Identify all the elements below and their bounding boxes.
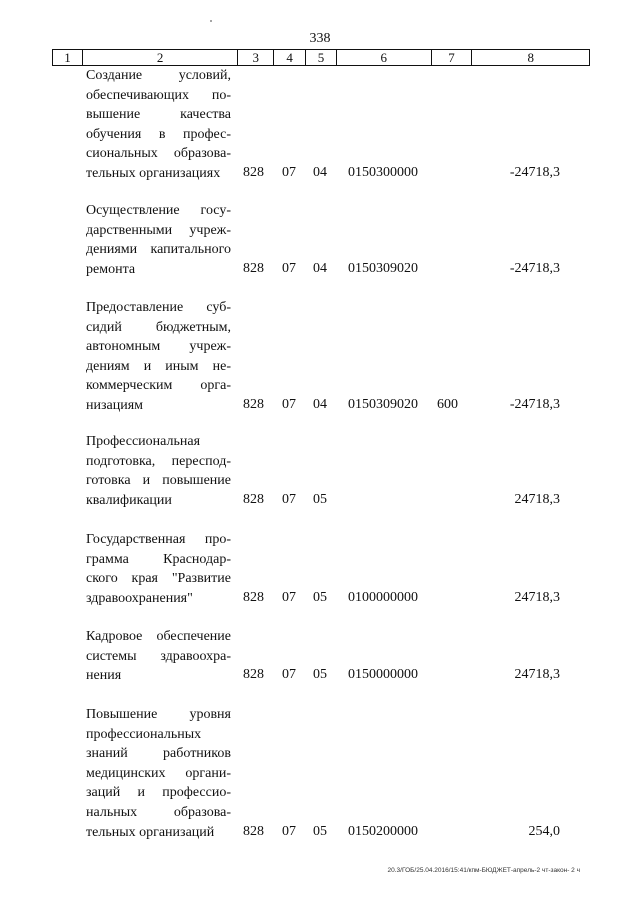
cell-c6: 0150309020	[348, 397, 418, 412]
description-line: медицинских органи-	[86, 765, 231, 781]
cell-c8: 24718,3	[514, 589, 560, 605]
footer-note: 20.3/ГОБ/25.04.2016/15:41/кпм-БЮДЖЕТ-апрель-2 чт-закон- 2 ч	[387, 867, 580, 874]
description-line: сидий бюджетным,	[86, 319, 231, 335]
description-line: тельных организаций	[86, 824, 215, 840]
cell-c5: 04	[313, 260, 327, 276]
description-line: дениям и иным не-	[86, 358, 231, 374]
row-description	[86, 705, 231, 842]
cell-c8: 24718,3	[514, 667, 560, 683]
cell-c6: 0150300000	[348, 165, 418, 180]
description-line: сиональных образова-	[86, 146, 231, 162]
scan-speck	[210, 20, 212, 22]
row-description	[86, 627, 231, 686]
description-line: Государственная про-	[86, 532, 231, 547]
header-col-7: 7	[432, 50, 473, 65]
cell-c3: 828	[243, 491, 264, 507]
cell-c6: 0100000000	[348, 589, 418, 605]
cell-c6: 0150200000	[348, 823, 418, 839]
cell-c6: 0150309020	[348, 260, 418, 276]
description-line: нения	[86, 668, 122, 684]
cell-c4: 07	[282, 667, 296, 683]
header-col-1: 1	[53, 50, 83, 65]
header-col-5: 5	[306, 50, 337, 65]
cell-c4: 07	[282, 589, 296, 605]
cell-c5: 04	[313, 165, 327, 180]
description-line: обеспечивающих по-	[86, 87, 231, 103]
description-line: знаний работников	[86, 746, 231, 762]
description-line: Кадровое обеспечение	[86, 629, 231, 644]
description-line: Профессиональная	[86, 434, 201, 449]
row-description	[86, 66, 231, 184]
description-line: Предоставление суб-	[86, 300, 231, 315]
row-description	[86, 432, 231, 510]
description-line: грамма Краснодар-	[86, 551, 231, 567]
header-col-2: 2	[83, 50, 238, 65]
cell-c3: 828	[243, 589, 264, 605]
description-line: Повышение уровня	[86, 707, 231, 722]
cell-c8: -24718,3	[509, 397, 560, 412]
description-line: квалификации	[86, 492, 172, 508]
description-line: тельных организациях	[86, 165, 221, 181]
cell-c5: 05	[313, 823, 327, 839]
cell-c4: 07	[282, 165, 296, 180]
description-line: низациям	[86, 397, 144, 413]
description-line: здравоохранения"	[86, 590, 193, 606]
description-line: обучения в профес-	[86, 126, 231, 142]
cell-c3: 828	[243, 165, 264, 180]
description-line: автономным учреж-	[86, 339, 231, 355]
cell-c4: 07	[282, 260, 296, 276]
cell-c8: 24718,3	[514, 491, 560, 507]
cell-c3: 828	[243, 823, 264, 839]
description-line: ремонта	[86, 261, 136, 277]
cell-c3: 828	[243, 667, 264, 683]
header-col-3: 3	[238, 50, 274, 65]
description-line: системы здравоохра-	[86, 648, 231, 664]
description-line: заций и профессио-	[86, 785, 231, 801]
table-header	[52, 49, 590, 66]
description-line: вышение качества	[86, 107, 231, 123]
description-line: дарственными учреж-	[86, 222, 231, 238]
cell-c4: 07	[282, 397, 296, 412]
description-line: подготовка, переспод-	[86, 453, 231, 469]
cell-c6: 0150000000	[348, 667, 418, 683]
cell-c7: 600	[437, 397, 458, 412]
description-line: нальных образова-	[86, 804, 231, 820]
cell-c4: 07	[282, 823, 296, 839]
cell-c5: 04	[313, 397, 327, 412]
description-line: профессиональных	[86, 726, 202, 742]
cell-c3: 828	[243, 260, 264, 276]
description-line: готовка и повышение	[86, 473, 231, 489]
description-line: Создание условий,	[86, 68, 231, 83]
header-col-6: 6	[337, 50, 432, 65]
cell-c5: 05	[313, 589, 327, 605]
description-line: ского края "Развитие	[86, 571, 231, 587]
page-number: 338	[309, 31, 331, 46]
cell-c4: 07	[282, 491, 296, 507]
header-col-8: 8	[527, 50, 534, 65]
description-line: Осуществление госу-	[86, 203, 231, 218]
description-line: дениями капитального	[86, 242, 231, 258]
row-description	[86, 530, 231, 608]
cell-c8: -24718,3	[509, 260, 560, 276]
row-description	[86, 201, 231, 279]
cell-c5: 05	[313, 667, 327, 683]
cell-c5: 05	[313, 491, 327, 507]
cell-c8: 254,0	[528, 823, 560, 839]
description-line: коммерческим орга-	[86, 378, 231, 394]
header-col-4: 4	[274, 50, 306, 65]
cell-c8: -24718,3	[509, 165, 560, 180]
cell-c3: 828	[243, 397, 264, 412]
row-description	[86, 298, 231, 416]
